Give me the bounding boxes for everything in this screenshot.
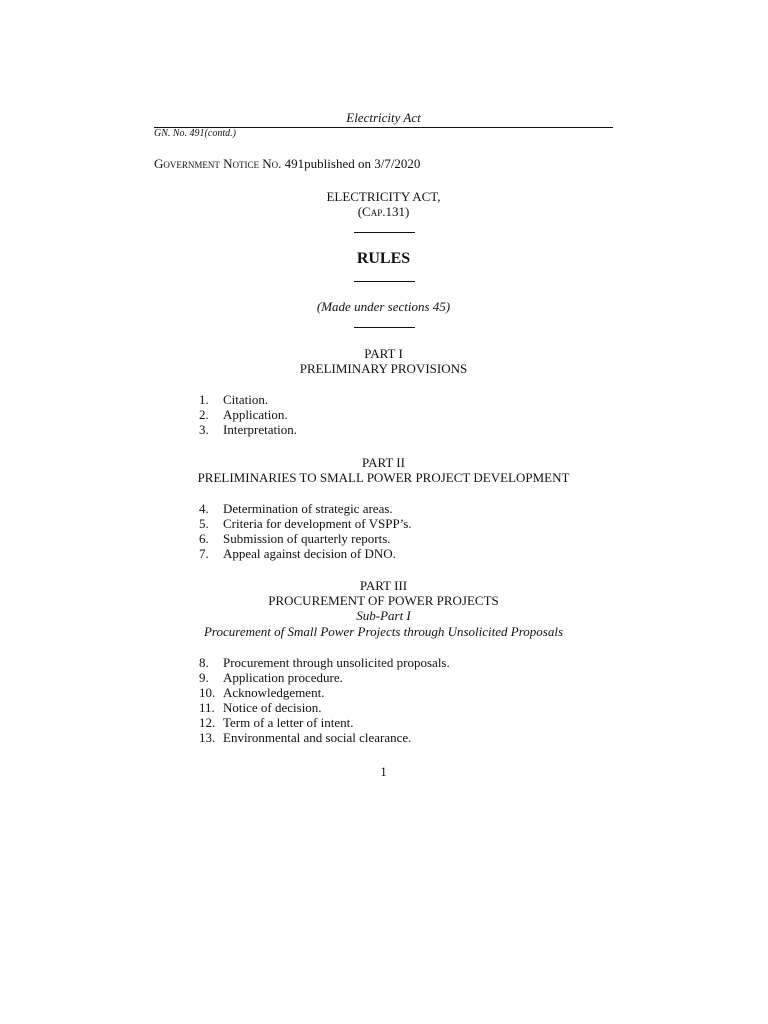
section-entry xyxy=(199,516,412,531)
part-title: PROCUREMENT OF POWER PROJECTS xyxy=(268,593,499,608)
cap-reference xyxy=(154,204,613,219)
section-title: Environmental and social clearance. xyxy=(223,730,412,745)
part-title: PRELIMINARIES TO SMALL POWER PROJECT DEVELOPMENT xyxy=(197,470,570,485)
part-title: PRELIMINARY PROVISIONS xyxy=(299,361,468,376)
section-title: Criteria for development of VSPP’s. xyxy=(223,516,412,531)
rules-heading: RULES xyxy=(356,250,411,267)
section-number: 6. xyxy=(199,531,209,546)
separator-rule xyxy=(354,281,415,282)
made-under-note: (Made under sections 45) xyxy=(316,299,451,314)
section-number: 5. xyxy=(199,516,209,531)
section-title: Term of a letter of intent. xyxy=(223,715,354,730)
section-number: 11. xyxy=(199,700,215,715)
section-title: Application. xyxy=(223,407,288,422)
section-number: 1. xyxy=(199,392,209,407)
sub-part-title: Procurement of Small Power Projects through Unsolicited Proposals xyxy=(203,624,564,639)
section-entry xyxy=(199,531,412,546)
section-number: 8. xyxy=(199,655,209,670)
section-title: Application procedure. xyxy=(223,670,343,685)
section-number: 2. xyxy=(199,407,209,422)
section-number: 3. xyxy=(199,422,209,437)
section-title: Appeal against decision of DNO. xyxy=(223,546,396,561)
cap-rest: .131) xyxy=(382,204,410,219)
gn-reference: GN. No. 491(contd.) xyxy=(154,128,236,139)
section-title: Interpretation. xyxy=(223,422,297,437)
section-entry xyxy=(199,407,297,422)
section-title: Procurement through unsolicited proposals. xyxy=(223,655,450,670)
cap-word: Cap xyxy=(362,204,383,219)
section-entry xyxy=(199,670,450,685)
section-number: 9. xyxy=(199,670,209,685)
section-title: Acknowledgement. xyxy=(223,685,325,700)
act-name: ELECTRICITY ACT, xyxy=(326,189,441,204)
section-number: 4. xyxy=(199,501,209,516)
section-list xyxy=(199,655,450,745)
section-entry xyxy=(199,501,412,516)
section-entry xyxy=(199,730,450,745)
section-title: Citation. xyxy=(223,392,269,407)
section-title: Determination of strategic areas. xyxy=(223,501,393,516)
section-title: Notice of decision. xyxy=(223,700,322,715)
running-title: Electricity Act xyxy=(346,110,421,125)
section-list xyxy=(199,501,412,561)
section-entry xyxy=(199,700,450,715)
part-label: PART II xyxy=(362,455,405,470)
part-label: PART III xyxy=(359,578,408,593)
section-entry xyxy=(199,715,450,730)
section-entry xyxy=(199,685,450,700)
section-list xyxy=(199,392,297,437)
sub-part-label: Sub-Part I xyxy=(356,608,411,623)
section-number: 12. xyxy=(199,715,216,730)
section-entry xyxy=(199,546,412,561)
section-title: Submission of quarterly reports. xyxy=(223,531,391,546)
separator-rule xyxy=(354,327,415,328)
cap-open: ( xyxy=(357,204,363,219)
section-entry xyxy=(199,392,297,407)
notice-prefix: Government Notice No. xyxy=(154,156,282,171)
part-label: PART I xyxy=(364,346,403,361)
section-number: 7. xyxy=(199,546,209,561)
page-number: 1 xyxy=(380,764,387,779)
government-notice-line xyxy=(154,156,420,171)
section-entry xyxy=(199,655,450,670)
notice-number: 491published on 3/7/2020 xyxy=(281,156,421,171)
section-number: 10. xyxy=(199,685,216,700)
separator-rule xyxy=(354,232,415,233)
section-entry xyxy=(199,422,297,437)
section-number: 13. xyxy=(199,730,216,745)
